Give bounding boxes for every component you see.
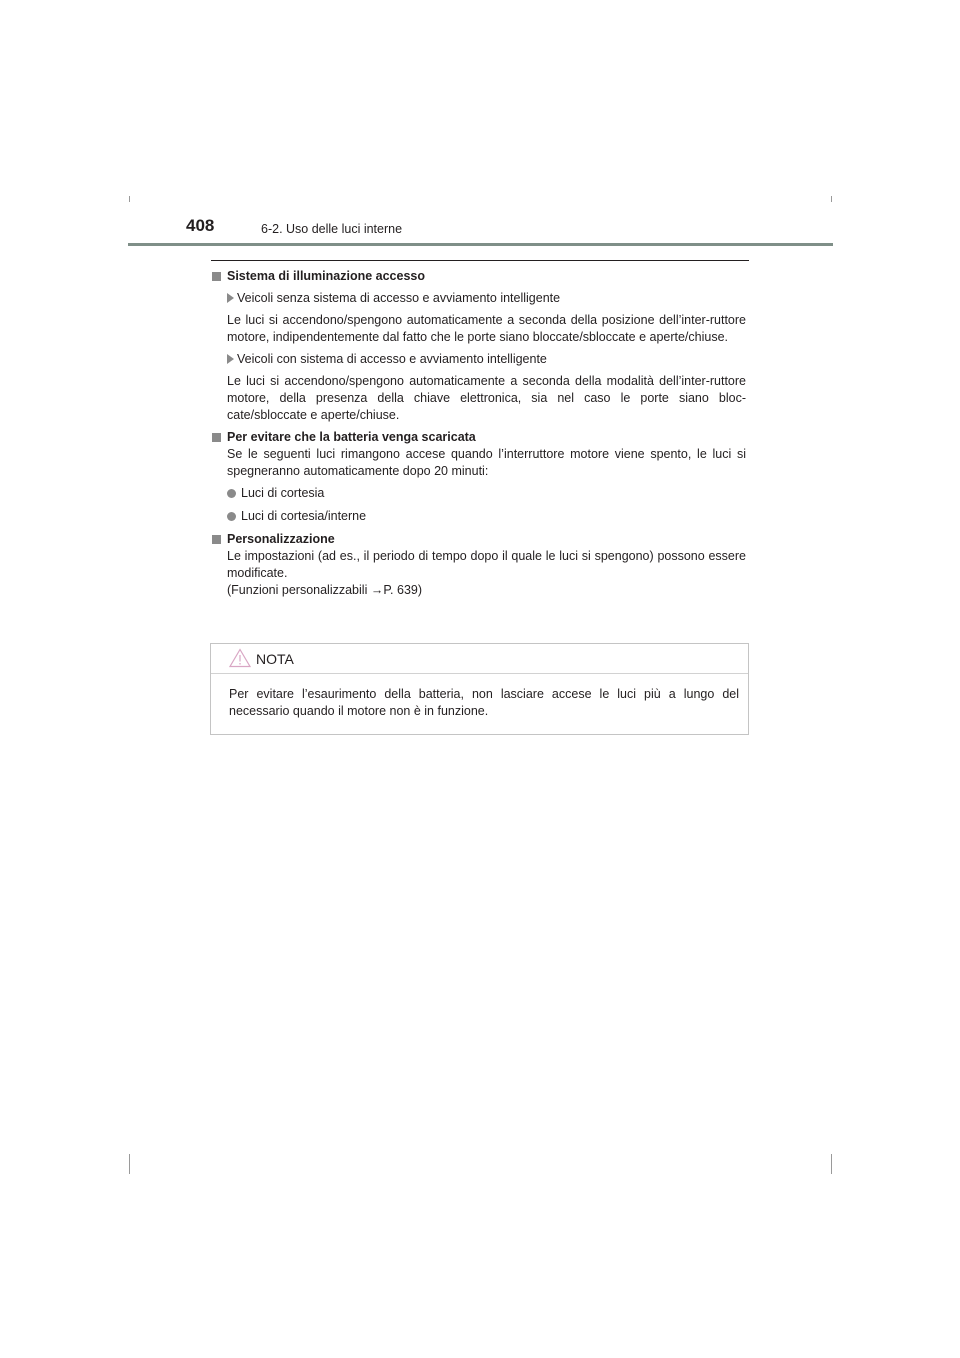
crop-mark: [129, 196, 130, 202]
crop-mark: [831, 1154, 832, 1174]
triangle-bullet-icon: [227, 354, 234, 364]
warning-icon: [229, 648, 251, 673]
square-bullet-icon: [212, 272, 221, 281]
list-item-text: Luci di cortesia/interne: [241, 509, 367, 523]
heading-text: Sistema di illuminazione accesso: [227, 269, 425, 283]
section-heading: [211, 429, 746, 446]
crop-mark: [831, 196, 832, 202]
triangle-bullet-icon: [227, 293, 234, 303]
paragraph: Le impostazioni (ad es., il periodo di tempo dopo il quale le luci si spengono) possono essere modificate.: [227, 549, 746, 580]
square-bullet-icon: [212, 535, 221, 544]
subheading: [211, 290, 746, 307]
header-rule: [128, 243, 833, 246]
list-item: [211, 485, 746, 502]
note-header: [211, 644, 748, 674]
section-heading: [211, 531, 746, 548]
list-item: [211, 508, 746, 525]
square-bullet-icon: [212, 433, 221, 442]
section-heading: [211, 268, 746, 285]
paragraph: Le luci si accendono/spengono automaticamente a seconda della modalità dell’inter-ruttore motore, della presenza della chiave elettronica, sia nel caso le porte siano bloc-cate/sbloccate e aperte/chiuse.: [227, 374, 746, 422]
section-title: 6-2. Uso delle luci interne: [261, 222, 403, 236]
page-content: [211, 268, 746, 604]
paragraph: Le luci si accendono/spengono automaticamente a seconda della posizione dell’inter-ruttore motore, indipendentemente dal fatto che le porte siano bloccate/sbloccate e aperte/chiuse.: [227, 313, 746, 344]
subheading: [211, 351, 746, 368]
heading-text: Personalizzazione: [227, 532, 335, 546]
paragraph: Se le seguenti luci rimangono accese quando l’interruttore motore viene spento, le luci si spegneranno automaticamente dopo 20 minuti:: [227, 447, 746, 478]
list-item-text: Luci di cortesia: [241, 486, 325, 500]
subheading-text: Veicoli senza sistema di accesso e avviamento intelligente: [237, 291, 561, 305]
circle-bullet-icon: [227, 512, 236, 521]
subheading-text: Veicoli con sistema di accesso e avviamento intelligente: [237, 352, 547, 366]
note-title: NOTA: [256, 651, 294, 667]
note-box: [210, 643, 749, 735]
heading-text: Per evitare che la batteria venga scaricata: [227, 430, 476, 444]
cross-reference: (Funzioni personalizzabili →P. 639): [227, 583, 423, 597]
content-top-rule: [211, 260, 749, 261]
note-text: Per evitare l’esaurimento della batteria, non lasciare accese le luci più a lungo del necessario quando il motore non è in funzione.: [229, 687, 739, 718]
crop-mark: [129, 1154, 130, 1174]
circle-bullet-icon: [227, 489, 236, 498]
page-number: 408: [186, 216, 215, 235]
